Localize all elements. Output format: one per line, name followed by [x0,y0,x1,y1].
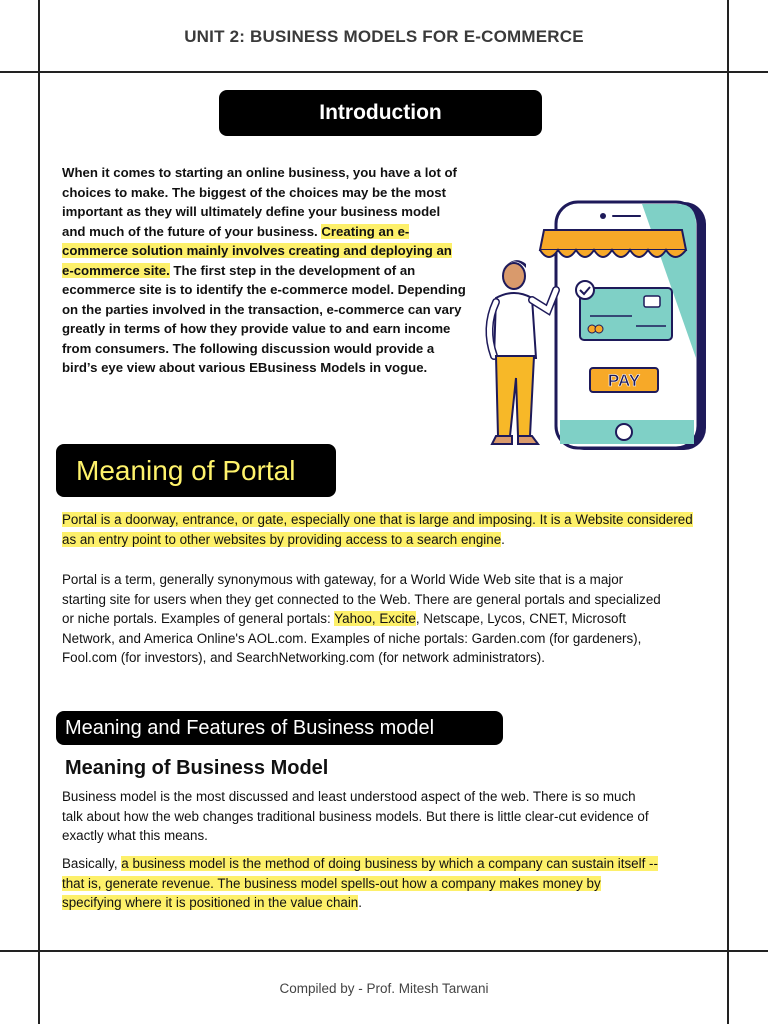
left-border-line [38,0,40,1024]
bm-definition-highlight: a business model is the method of doing business by which a company can sustain itself -- that is, generate revenue. The business model spells-out how a company makes money by specifying where it is positioned in the value chain [62,856,658,910]
card-chip [644,296,660,307]
portal-heading: Meaning of Portal [56,444,336,497]
footer-credit: Compiled by - Prof. Mitesh Tarwani [279,981,489,996]
portal-examples-highlight: Yahoo, Excite [334,611,416,626]
ecommerce-illustration [472,198,708,454]
pay-label: PAY [607,371,641,390]
footer-divider [0,950,768,952]
camera-icon [600,213,606,219]
introduction-heading: Introduction [219,90,542,136]
home-button-icon [616,424,632,440]
bm-text-part: . [358,895,362,910]
person-shoe [492,436,512,444]
awning-icon [540,230,686,250]
header-divider [0,71,768,73]
portal-definition-highlight: Portal is a doorway, entrance, or gate, especially one that is large and imposing. It is a Website considered as an entry point to other websites by providing access to a search engine [62,512,693,547]
business-model-heading: Meaning and Features of Business model [56,711,503,745]
person-head [503,263,525,289]
intro-text-part: The first step in the development of an ecommerce site is to identify the e-commerce model. Depending on the parties involved in the transaction, e-commerce can vary greatly in terms of how they provide value to and earn income from consumers. The following discussion would provide a bird’s eye view about various EBusiness Models in vogue. [62,262,466,375]
intro-highlight: Creating an e-commerce solution mainly involves creating and deploying an e-commerce site. [62,223,452,278]
card-dot [595,325,603,333]
person-shoe [518,436,538,444]
portal-text-part: Portal is a term, generally synonymous with gateway, for a World Wide Web site that is a major starting site for users when they get connected to the Web. There are general portals and specialized or niche portals. Examples of general portals: [62,572,661,626]
check-icon [576,281,594,299]
portal-definition [62,510,702,549]
business-model-paragraph-2 [62,854,662,913]
portal-definition-end: . [501,531,505,547]
portal-text-part: , Netscape, Lycos, CNET, Microsoft Network, and America Online's AOL.com. Examples of niche portals: Garden.com (for gardeners), Fool.com (for investors), and SearchNetworking.com (for network administrators). [62,611,642,665]
portal-paragraph [62,570,662,668]
right-border-line [727,0,729,1024]
business-model-subheading: Meaning of Business Model [65,757,329,779]
person-pants [496,356,534,436]
introduction-paragraph [62,163,467,378]
business-model-paragraph-1: Business model is the most discussed and least understood aspect of the web. There is so much talk about how the web changes traditional business models. But there is little clear-cut evidence of exactly what this means. [62,789,649,843]
unit-title: UNIT 2: BUSINESS MODELS FOR E-COMMERCE [184,27,584,46]
intro-text-part: When it comes to starting an online business, you have a lot of choices to make. The biggest of the choices may be the most important as they will ultimately define your business model and much of the future of your business. [62,165,457,239]
bm-text-part: Basically, [62,856,122,871]
